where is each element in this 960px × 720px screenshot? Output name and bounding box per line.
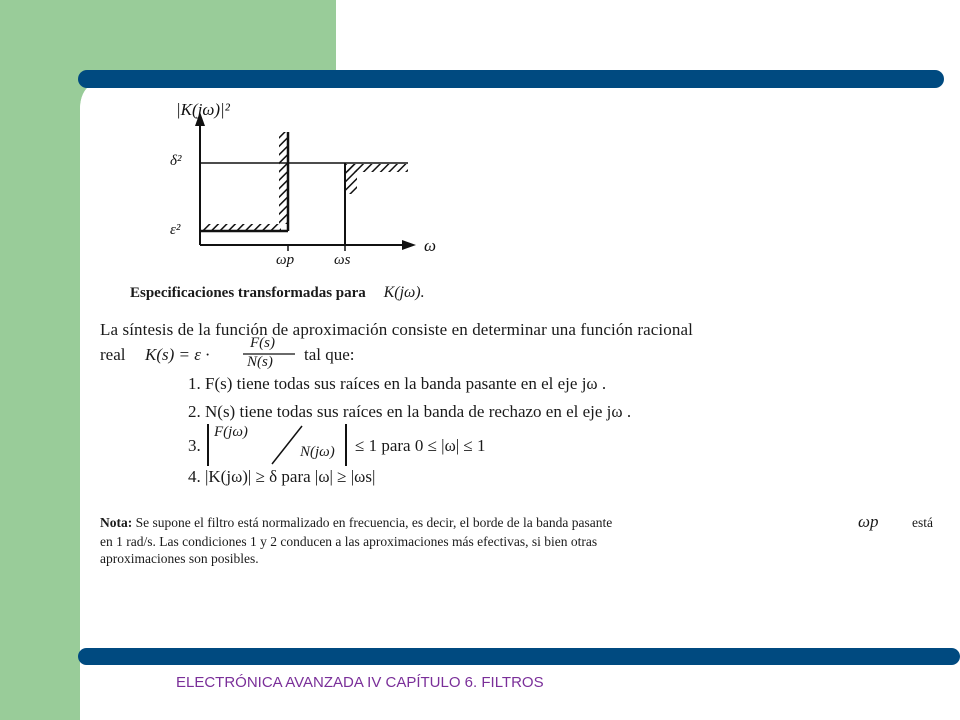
graph-y-label: |K(jω)|² — [176, 100, 230, 119]
passband-floor-hatch — [203, 224, 281, 230]
graph-delta-label: δ² — [170, 153, 182, 169]
condition-3-rest: ≤ 1 para 0 ≤ |ω| ≤ 1 — [355, 436, 486, 455]
condition-4: 4. |K(jω)| ≥ δ para |ω| ≥ |ωs| — [188, 467, 376, 486]
footer-title: ELECTRÓNICA AVANZADA IV CAPÍTULO 6. FILTROS — [176, 674, 544, 691]
note-esta: está — [912, 515, 933, 530]
note-line-2: en 1 rad/s. Las condiciones 1 y 2 conducen a las aproximaciones más efectivas, si bien otras — [100, 534, 598, 549]
caption-prefix: Especificaciones transformadas para — [130, 285, 366, 301]
condition-3-number: 3. — [188, 436, 201, 455]
note-label: Nota: — [100, 515, 133, 530]
note-line-3: aproximaciones son posibles. — [100, 551, 259, 566]
note-line-1 — [100, 515, 612, 531]
note-text-1: Se supone el filtro está normalizado en frecuencia, es decir, el borde de la banda pasante — [135, 515, 613, 530]
condition-1: 1. F(s) tiene todas sus raíces en la banda pasante en el eje jω . — [188, 374, 607, 393]
intro-line-1: La síntesis de la función de aproximación consiste en determinar una función racional — [100, 320, 693, 339]
intro-real: real — [100, 345, 126, 364]
condition-3-denominator: N(jω) — [300, 444, 335, 460]
condition-2: 2. N(s) tiene todas sus raíces en la banda de rechazo en el eje jω . — [188, 402, 632, 421]
graph-wp-label: ωp — [276, 252, 295, 268]
ks-equation-lhs: K(s) = ε · — [145, 345, 210, 364]
condition-3-numerator: F(jω) — [214, 424, 248, 440]
passband-edge-hatch — [279, 132, 288, 224]
tal-que: tal que: — [304, 345, 355, 364]
bottom-bar — [78, 648, 960, 665]
graph-x-axis-label: ω — [424, 236, 437, 255]
stopband-hatch-side — [345, 164, 357, 194]
caption-math: K(jω). — [383, 284, 425, 301]
top-bar — [78, 70, 944, 88]
graph-ws-label: ωs — [334, 252, 351, 268]
ks-numerator: F(s) — [250, 335, 275, 351]
graph-epsilon-label: ε² — [170, 222, 181, 238]
graph-caption — [130, 284, 425, 302]
ks-denominator: N(s) — [247, 354, 273, 370]
note-wp: ωp — [858, 512, 879, 531]
